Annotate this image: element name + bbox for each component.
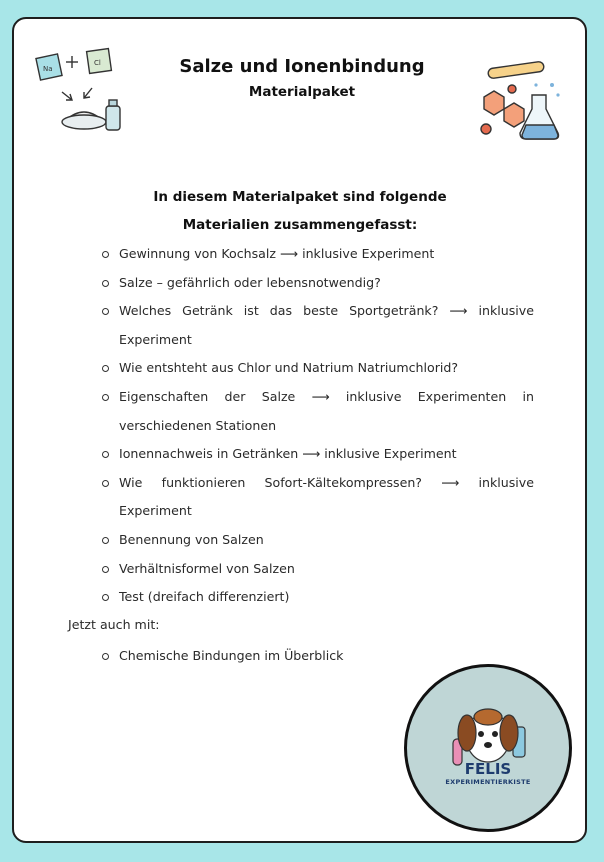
list-item: Chemische Bindungen im Überblick: [102, 642, 343, 670]
logo-tagline: EXPERIMENTIERKISTE: [445, 778, 531, 786]
list-item: Ionennachweis in Getränken ⟶ inklusive Experiment: [102, 440, 534, 469]
intro-text: In diesem Materialpaket sind folgende Materialien zusammengefasst:: [153, 189, 447, 233]
list-item: Wie funktionieren Sofort-Kältekompressen? ⟶ inklusive Experiment: [102, 469, 534, 526]
list-item: Benennung von Salzen: [102, 526, 534, 555]
list-item: Salze – gefährlich oder lebensnotwendig?: [102, 269, 534, 298]
extra-heading: Jetzt auch mit:: [68, 617, 160, 632]
svg-text:Cl: Cl: [94, 59, 101, 67]
extra-list: [102, 642, 343, 670]
logo-name: FELIS: [464, 760, 512, 778]
page-title: Salze und Ionenbindung: [179, 56, 425, 77]
materials-list: [102, 240, 534, 612]
list-item: Wie entshteht aus Chlor und Natrium Natriumchlorid?: [102, 354, 534, 383]
list-item: Welches Getränk ist das beste Sportgetränk? ⟶ inklusive Experiment: [102, 297, 534, 354]
list-item: Verhältnisformel von Salzen: [102, 555, 534, 584]
svg-text:Na: Na: [43, 65, 53, 73]
page-subtitle: Materialpaket: [248, 84, 356, 100]
felis-logo: [404, 664, 572, 832]
list-item: Eigenschaften der Salze ⟶ inklusive Experimenten in verschiedenen Stationen: [102, 383, 534, 440]
list-item: Test (dreifach differenziert): [102, 583, 534, 612]
list-item: Gewinnung von Kochsalz ⟶ inklusive Experiment: [102, 240, 534, 269]
dog-mascot-icon: [407, 667, 569, 829]
